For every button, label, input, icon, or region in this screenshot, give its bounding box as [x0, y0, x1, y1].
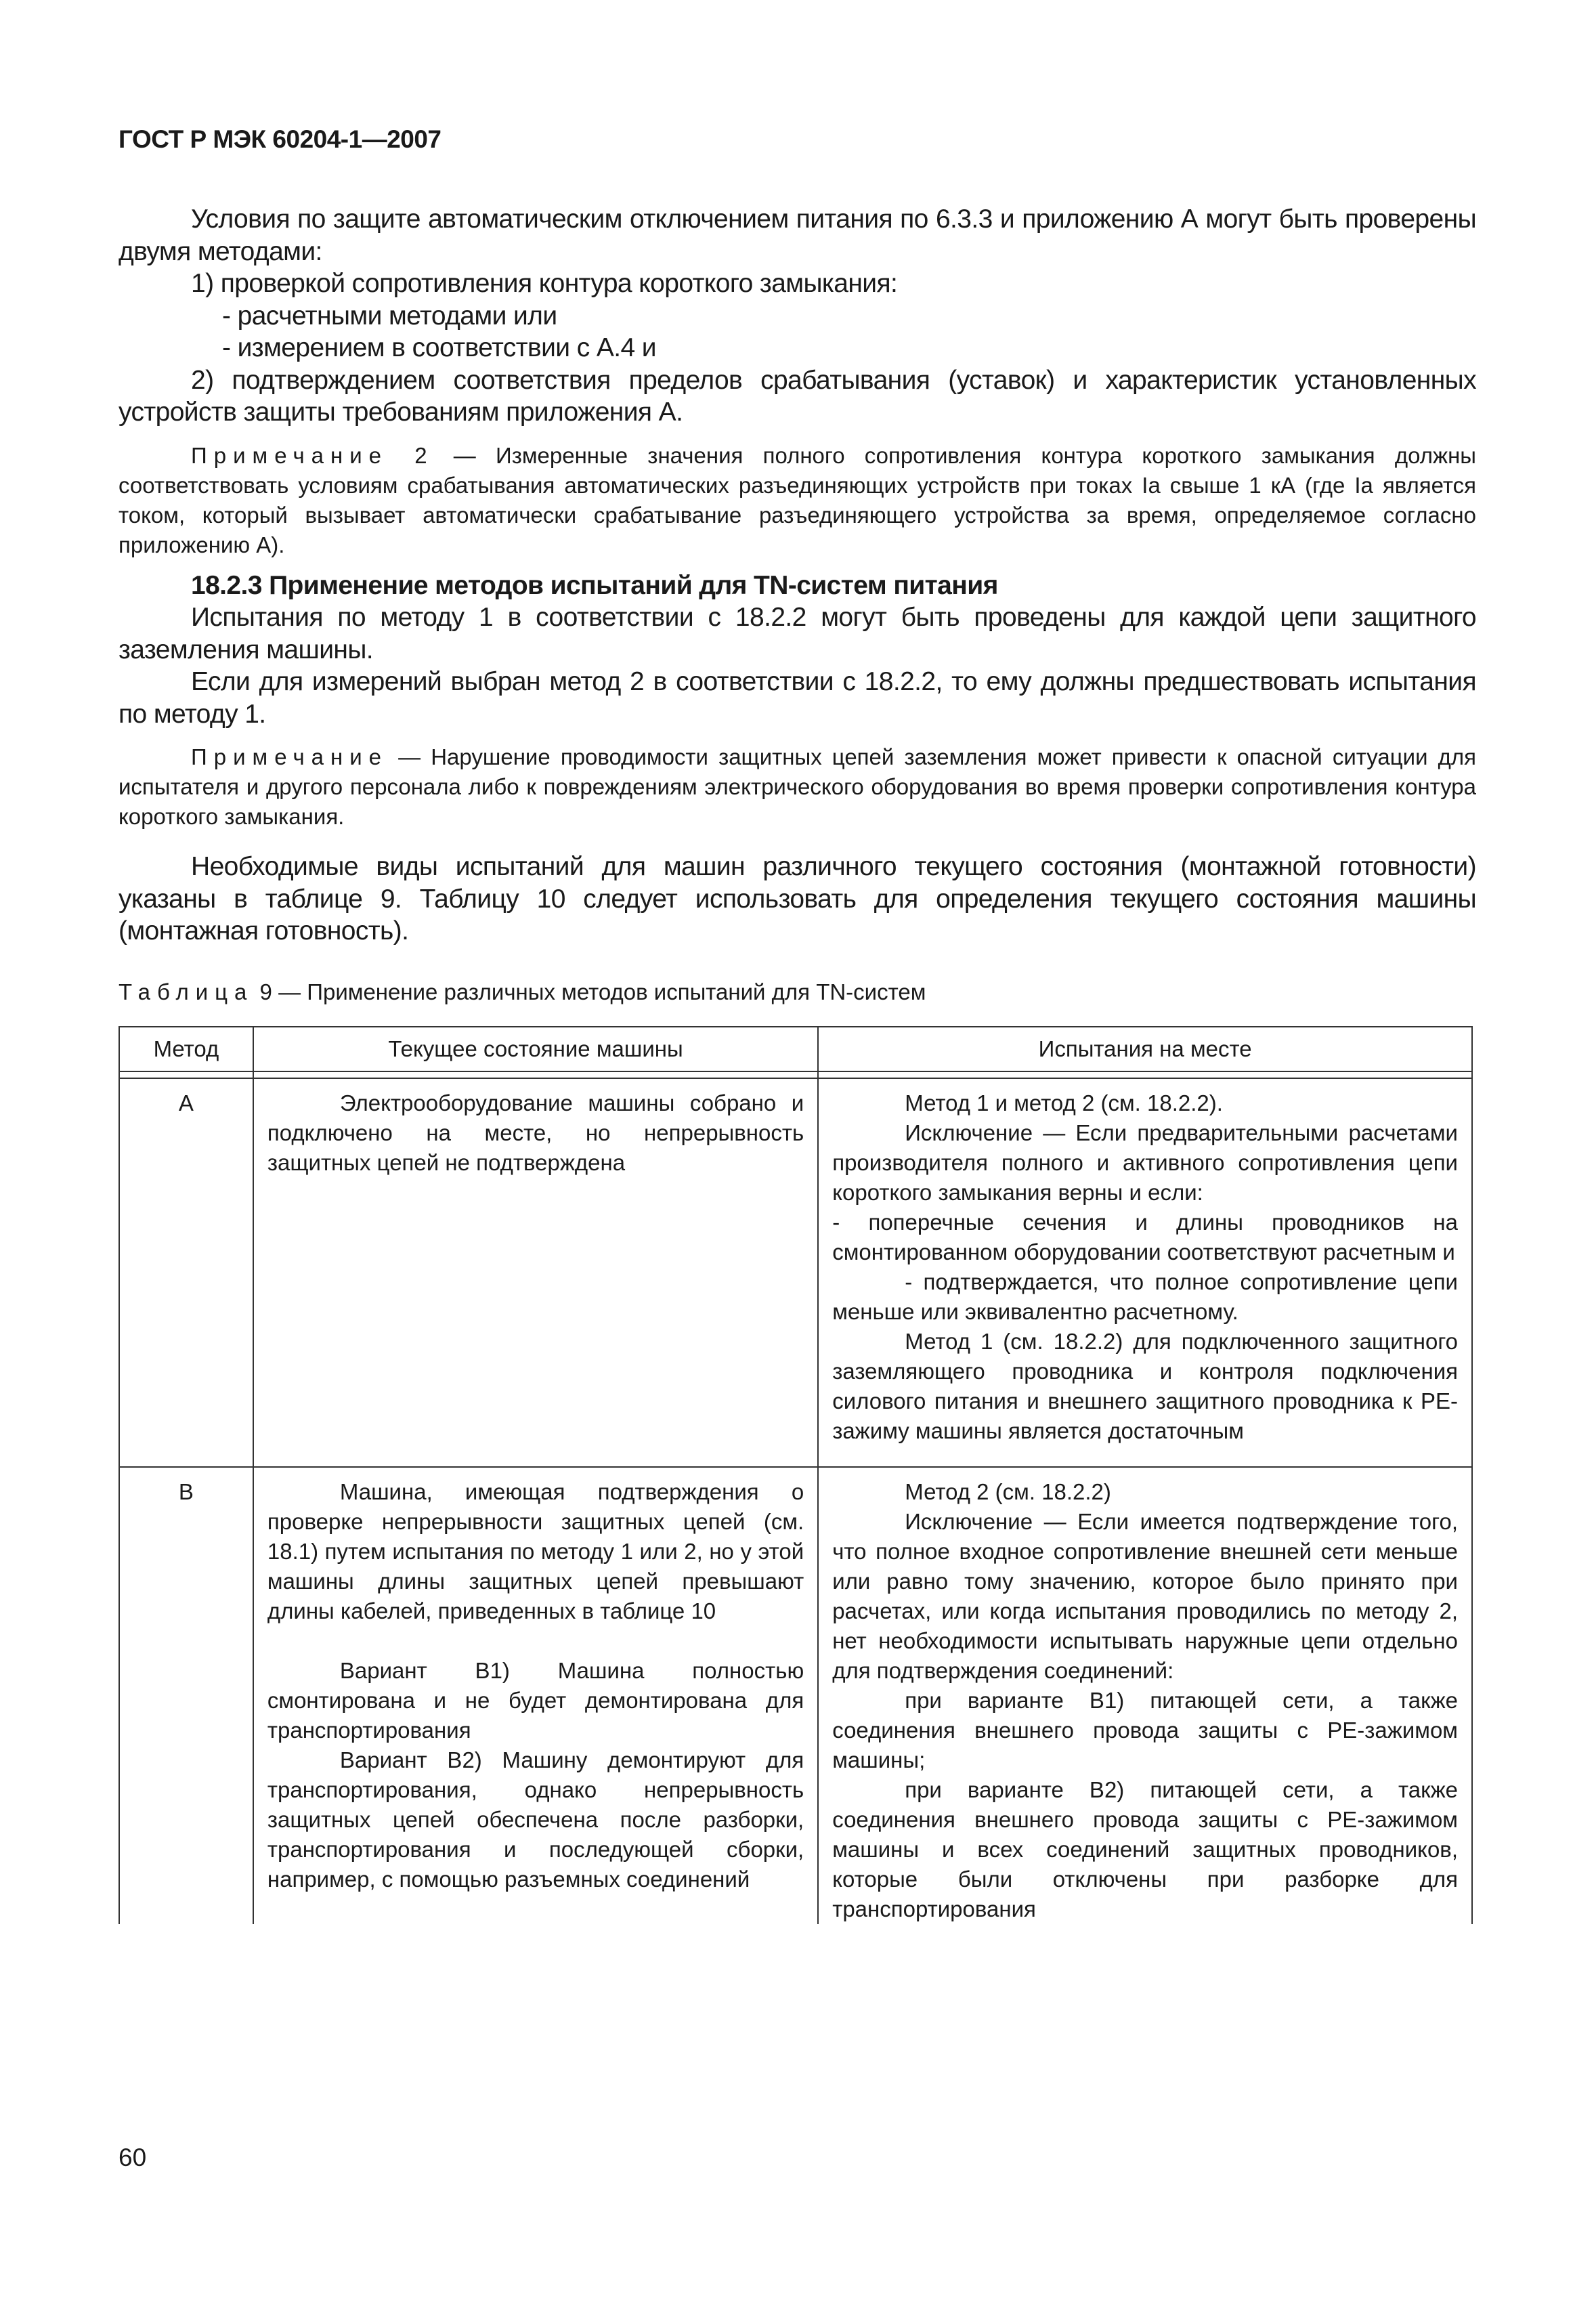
row-b-tests [818, 1467, 1472, 1924]
row-b-state [253, 1467, 818, 1924]
table-9 [118, 1026, 1473, 1924]
list-item-1: 1) проверкой сопротивления контура короткого замыкания: [191, 269, 898, 298]
row-a-test-1: Метод 1 и метод 2 (см. 18.2.2). [905, 1090, 1223, 1115]
table-header-row [119, 1027, 1472, 1071]
table-caption [118, 977, 1476, 1007]
document-header: ГОСТ Р МЭК 60204-1—2007 [118, 125, 441, 153]
header-tests: Испытания на месте [818, 1027, 1472, 1071]
header-method: Метод [119, 1027, 253, 1071]
table-header-separator [119, 1071, 1472, 1078]
table-row [119, 1078, 1472, 1467]
row-b-test-2: Исключение — Если имеется подтверждение того, что полное входное сопротивление внешней сети меньше или равно тому значению, которое было принято при расчетах, или когда испытания проводились по методу 2, нет необходимости испытывать наружные цепи отдельно для подтверждения соединений: [832, 1508, 1458, 1683]
row-a-tests [818, 1078, 1472, 1467]
page-number: 60 [118, 2144, 147, 2171]
row-a-test-4: - подтверждается, что полное сопротивление цепи меньше или эквивалентно расчетному. [832, 1269, 1458, 1324]
header-state: Текущее состояние машины [253, 1027, 818, 1071]
note [118, 742, 1476, 832]
note-text: — Нарушение проводимости защитных цепей заземления может привести к опасной ситуации для испытателя и другого персонала либо к повреждениям электрического оборудования во время проверки сопротивления контура короткого замыкания. [118, 744, 1476, 829]
row-a-test-2: Исключение — Если предварительными расчетами производителя полного и активного сопротивления цепи короткого замыкания верны и если: [832, 1120, 1458, 1205]
row-b-state-2: Вариант В1) Машина полностью смонтирована и не будет демонтирована для транспортирования [267, 1657, 804, 1743]
paragraph-conditions: Условия по защите автоматическим отключением питания по 6.3.3 и приложению А могут быть проверены двумя методами: [118, 205, 1476, 266]
table-caption-label: Таблица [118, 979, 254, 1004]
row-b-test-4: при варианте В2) питающей сети, а также соединения внешнего провода защиты с РЕ-зажимом машины и всех соединений защитных проводников, которые были отключены при разборке для транспортирования [832, 1777, 1458, 1921]
row-b-state-1: Машина, имеющая подтверждения о проверке непрерывности защитных цепей (см. 18.1) путем испытания по методу 1 или 2, но у этой машины длины защитных цепей превышают длины кабелей, приведенных в таблице 10 [267, 1478, 804, 1623]
row-b-test-1: Метод 2 (см. 18.2.2) [905, 1478, 1111, 1504]
table-row [119, 1467, 1472, 1924]
row-a-test-5: Метод 1 (см. 18.2.2) для подключенного защитного заземляющего проводника и контроля подключения силового питания и внешнего защитного проводника к РЕ-зажиму машины является достаточным [832, 1328, 1458, 1443]
page-content [118, 203, 1476, 1924]
paragraph-method-2: Если для измерений выбран метод 2 в соответствии с 18.2.2, то ему должны предшествовать испытания по методу 1. [118, 667, 1476, 729]
list-item-2: 2) подтверждением соответствия пределов срабатывания (уставок) и характеристик установленных устройств защиты требованиям приложения А. [118, 365, 1476, 427]
row-b-state-3: Вариант В2) Машину демонтируют для транспортирования, однако непрерывность защитных цепей обеспечена после разборки, транспортирования и последующей сборки, например, с помощью разъемных соединений [267, 1747, 804, 1892]
row-b-test-3: при варианте В1) питающей сети, а также соединения внешнего провода защиты с РЕ-зажимом машины; [832, 1687, 1458, 1772]
list-subitem-calc: - расчетными методами или [222, 301, 557, 331]
row-b-method: В [119, 1467, 253, 1924]
row-a-test-3: - поперечные сечения и длины проводников на смонтированном оборудовании соответствуют расчетным и [832, 1209, 1458, 1264]
row-a-state [253, 1078, 818, 1467]
section-heading: 18.2.3 Применение методов испытаний для TN-систем питания [191, 570, 998, 600]
note-2-text: — Измеренные значения полного сопротивления контура короткого замыкания должны соответствовать условиям срабатывания автоматических разъединяющих устройств при токах Iа свыше 1 кА (где Iа является током, который вызывает автоматически срабатывание разъединяющего устройства за время, определяемое согласно приложению А). [118, 442, 1477, 557]
note-2 [118, 441, 1476, 560]
row-a-state-text: Электрооборудование машины собрано и подключено на месте, но непрерывность защитных цепей не подтверждена [267, 1090, 804, 1175]
list-subitem-measure: - измерением в соответствии с А.4 и [222, 333, 656, 362]
note-label: Примечание [191, 744, 389, 769]
paragraph-method-1: Испытания по методу 1 в соответствии с 18.2.2 могут быть проведены для каждой цепи защитного заземления машины. [118, 603, 1476, 664]
row-a-method: А [119, 1078, 253, 1467]
note-2-label: Примечание 2 [191, 442, 434, 468]
table-caption-text: 9 — Применение различных методов испытаний для TN-систем [253, 979, 926, 1004]
paragraph-tests: Необходимые виды испытаний для машин различного текущего состояния (монтажной готовности) указаны в таблице 9. Таблицу 10 следует использовать для определения текущего состояния машины (монтажная готовность). [118, 852, 1476, 945]
